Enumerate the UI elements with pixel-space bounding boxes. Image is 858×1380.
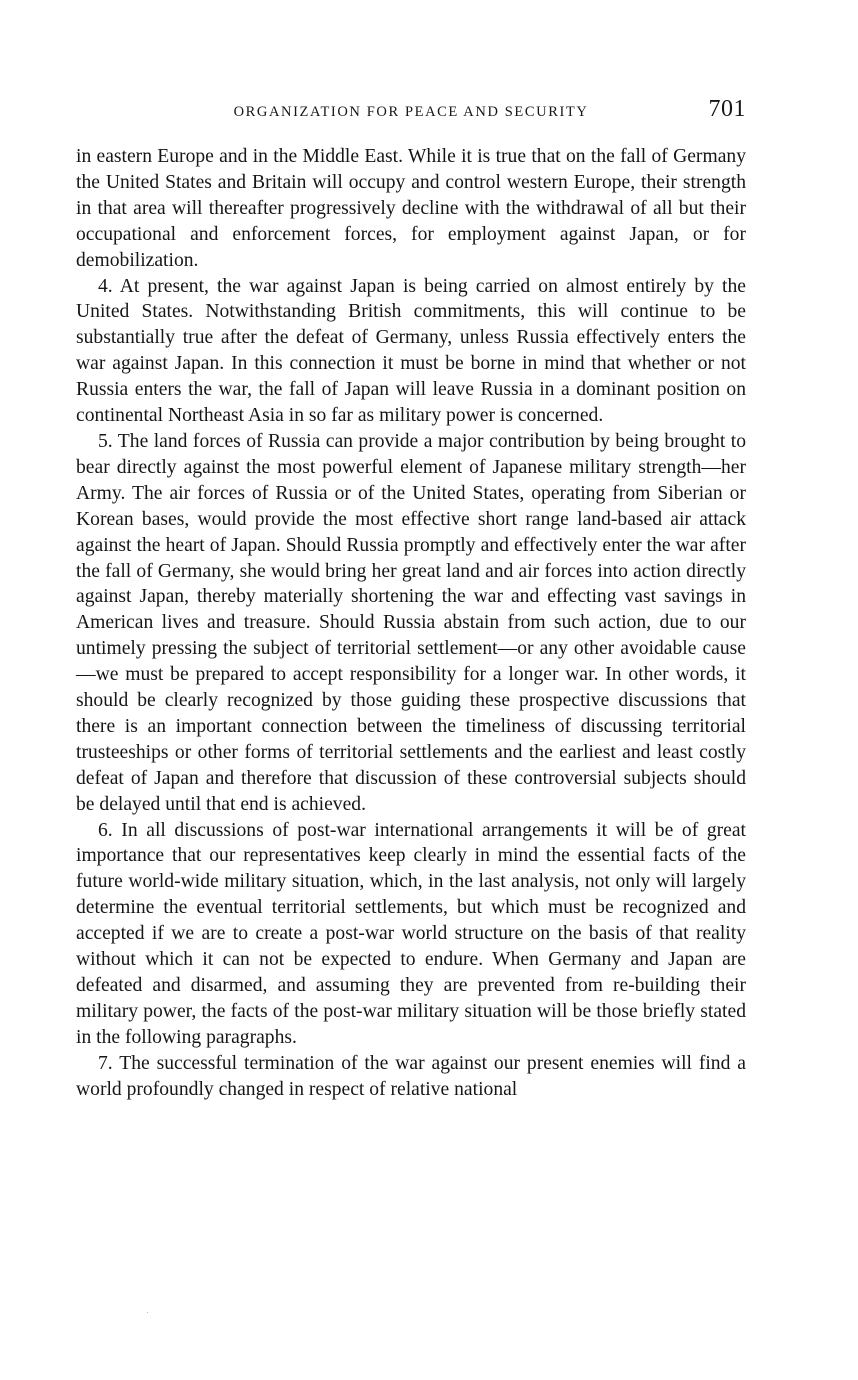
paragraph-7: 7. The successful termination of the war against our present enemies will find a world profoundly changed in respect of relative national bbox=[76, 1052, 746, 1100]
body-text bbox=[76, 144, 746, 1103]
page-number: 701 bbox=[708, 96, 746, 122]
paragraph-6: 6. In all discussions of post-war international arrangements it will be of great importance that our representatives keep clearly in mind the essential facts of the future world-wide military situation, which, in the last analysis, not only will largely determine the eventual territorial settlements, but which must be recognized and accepted if we are to create a post-war world structure on the basis of that reality without which it can not be expected to endure. When Germany and Japan are defeated and disarmed, and assuming they are prevented from re-building their military power, the facts of the post-war military situation will be those briefly stated in the following paragraphs. bbox=[76, 819, 746, 1048]
document-page bbox=[76, 96, 746, 1103]
scan-speck bbox=[147, 1312, 148, 1313]
running-head bbox=[76, 96, 746, 130]
paragraph-continued: in eastern Europe and in the Middle East. While it is true that on the fall of Germany the United States and Britain will occupy and control western Europe, their strength in that area will thereafter progressively decline with the withdrawal of all but their occupational and enforcement forces, for employment against Japan, or for demobilization. bbox=[76, 146, 746, 271]
running-title: ORGANIZATION FOR PEACE AND SECURITY bbox=[233, 104, 589, 120]
paragraph-4: 4. At present, the war against Japan is being carried on almost entirely by the United States. Notwithstanding British commitments, this will continue to be substantially true after the defeat of Germany, unless Russia effectively enters the war against Japan. In this connection it must be borne in mind that whether or not Russia enters the war, the fall of Japan will leave Russia in a dominant position on continental Northeast Asia in so far as military power is concerned. bbox=[76, 275, 746, 427]
paragraph-5: 5. The land forces of Russia can provide a major contribution by being brought to bear directly against the most powerful element of Japanese military strength—her Army. The air forces of Russia or of the United States, operating from Siberian or Korean bases, would provide the most effective short range land-based air attack against the heart of Japan. Should Russia promptly and effectively enter the war after the fall of Germany, she would bring her great land and air forces into action directly against Japan, thereby materially shortening the war and effecting vast savings in American lives and treasure. Should Russia abstain from such action, due to our untimely pressing the subject of territorial settlement—or any other avoidable cause—we must be prepared to accept responsibility for a longer war. In other words, it should be clearly recognized by those guiding these prospective discussions that there is an important connection between the timeliness of discussing territorial trusteeships or other forms of territorial settlements and the earliest and least costly defeat of Japan and therefore that discussion of these controversial subjects should be delayed until that end is achieved. bbox=[76, 430, 746, 815]
